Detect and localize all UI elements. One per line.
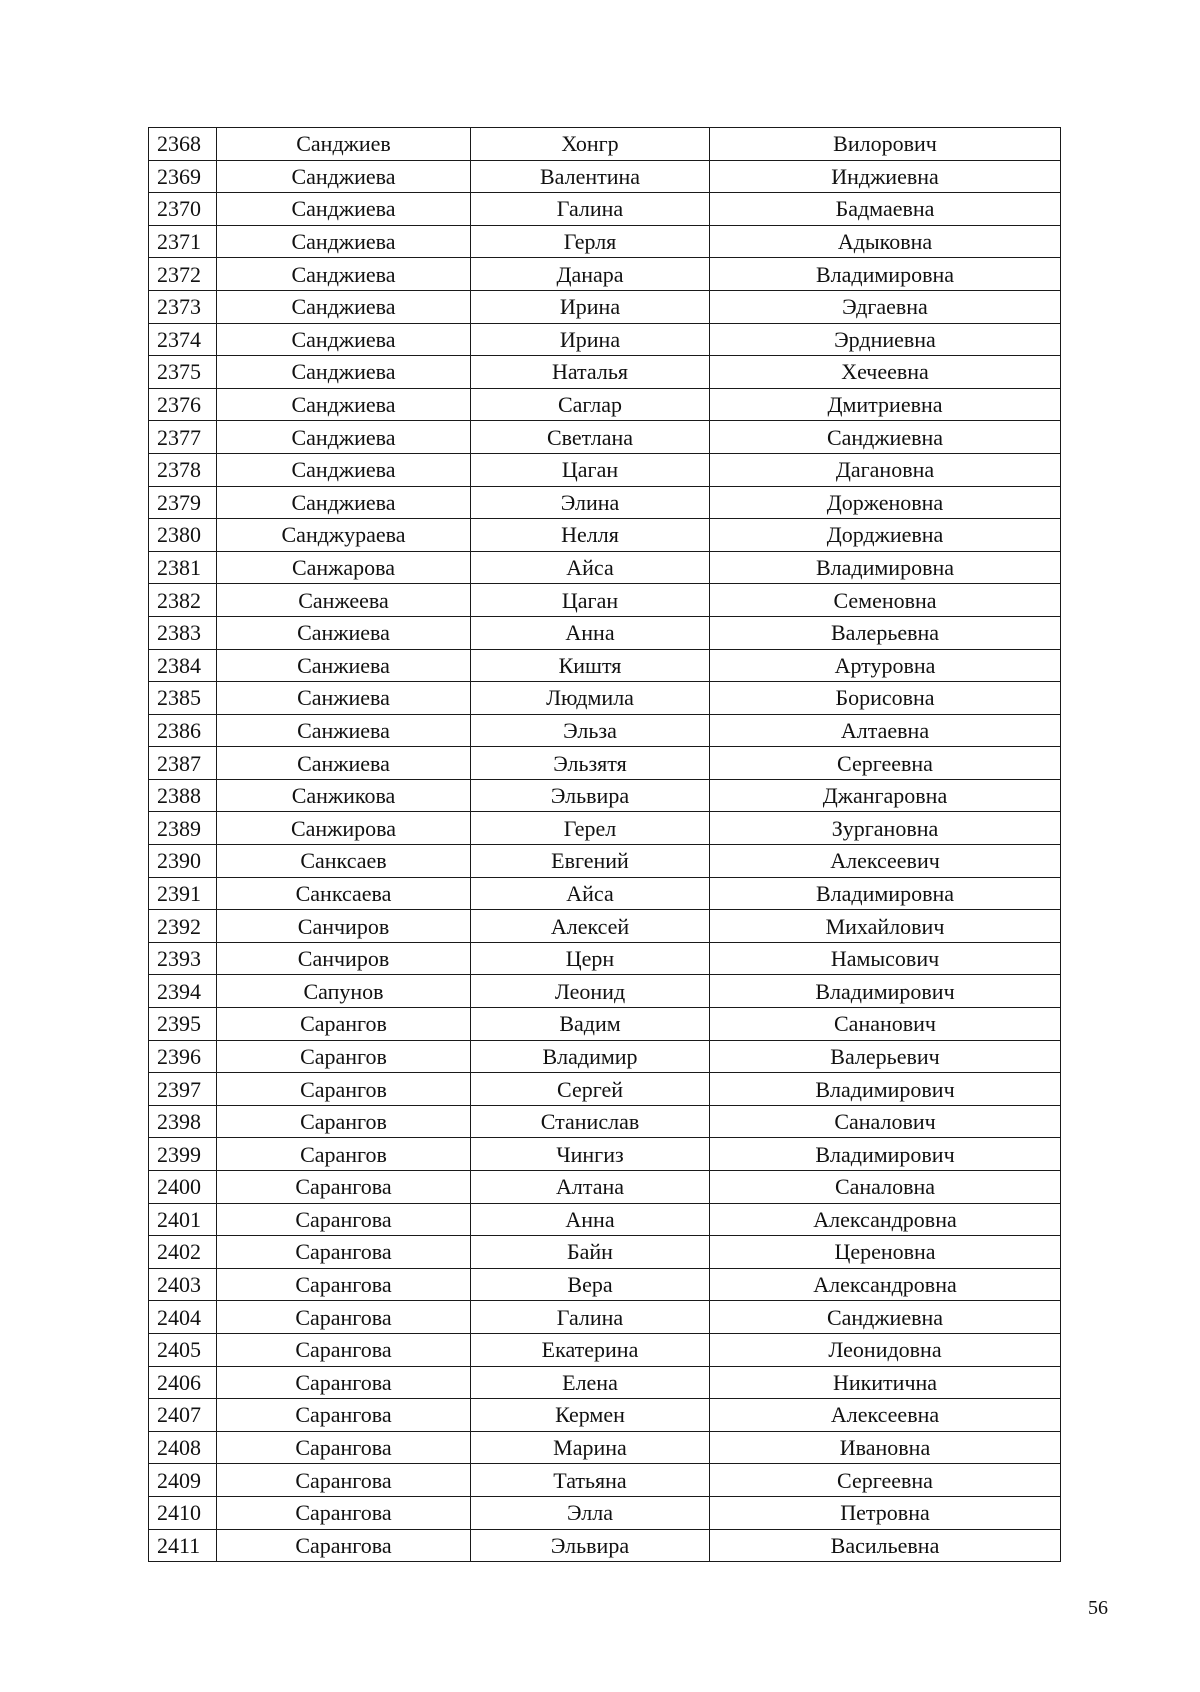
first-name-cell: Татьяна <box>471 1464 710 1497</box>
patronymic-cell: Владимировна <box>710 551 1061 584</box>
table-row <box>149 616 1061 649</box>
last-name-cell: Санжарова <box>217 551 471 584</box>
row-number-cell: 2371 <box>149 225 217 258</box>
first-name-cell: Эльвира <box>471 1529 710 1562</box>
patronymic-cell: Валерьевич <box>710 1040 1061 1073</box>
page-number: 56 <box>1088 1597 1108 1619</box>
first-name-cell: Галина <box>471 1301 710 1334</box>
patronymic-cell: Валерьевна <box>710 616 1061 649</box>
first-name-cell: Наталья <box>471 356 710 389</box>
patronymic-cell: Алексеевна <box>710 1399 1061 1432</box>
first-name-cell: Эльза <box>471 714 710 747</box>
first-name-cell: Церн <box>471 942 710 975</box>
row-number-cell: 2398 <box>149 1105 217 1138</box>
table-row <box>149 323 1061 356</box>
patronymic-cell: Дорджиевна <box>710 519 1061 552</box>
first-name-cell: Байн <box>471 1236 710 1269</box>
patronymic-cell: Намысович <box>710 942 1061 975</box>
last-name-cell: Сарангова <box>217 1171 471 1204</box>
row-number-cell: 2404 <box>149 1301 217 1334</box>
first-name-cell: Эльвира <box>471 779 710 812</box>
names-table-body <box>149 128 1061 1562</box>
table-row <box>149 845 1061 878</box>
first-name-cell: Леонид <box>471 975 710 1008</box>
row-number-cell: 2403 <box>149 1268 217 1301</box>
table-row <box>149 1333 1061 1366</box>
last-name-cell: Санджиева <box>217 356 471 389</box>
row-number-cell: 2394 <box>149 975 217 1008</box>
row-number-cell: 2370 <box>149 193 217 226</box>
table-row <box>149 388 1061 421</box>
first-name-cell: Галина <box>471 193 710 226</box>
first-name-cell: Эльзятя <box>471 747 710 780</box>
last-name-cell: Санжиева <box>217 714 471 747</box>
row-number-cell: 2400 <box>149 1171 217 1204</box>
patronymic-cell: Алтаевна <box>710 714 1061 747</box>
first-name-cell: Валентина <box>471 160 710 193</box>
patronymic-cell: Адыковна <box>710 225 1061 258</box>
patronymic-cell: Александровна <box>710 1268 1061 1301</box>
row-number-cell: 2374 <box>149 323 217 356</box>
table-row <box>149 290 1061 323</box>
table-row <box>149 812 1061 845</box>
patronymic-cell: Зургановна <box>710 812 1061 845</box>
patronymic-cell: Инджиевна <box>710 160 1061 193</box>
first-name-cell: Кермен <box>471 1399 710 1432</box>
row-number-cell: 2391 <box>149 877 217 910</box>
patronymic-cell: Дорженовна <box>710 486 1061 519</box>
patronymic-cell: Саналовна <box>710 1171 1061 1204</box>
table-row <box>149 1008 1061 1041</box>
names-table <box>148 127 1061 1562</box>
last-name-cell: Сарангова <box>217 1464 471 1497</box>
first-name-cell: Владимир <box>471 1040 710 1073</box>
last-name-cell: Сарангова <box>217 1529 471 1562</box>
last-name-cell: Сарангов <box>217 1073 471 1106</box>
first-name-cell: Светлана <box>471 421 710 454</box>
patronymic-cell: Ивановна <box>710 1431 1061 1464</box>
row-number-cell: 2386 <box>149 714 217 747</box>
row-number-cell: 2411 <box>149 1529 217 1562</box>
first-name-cell: Екатерина <box>471 1333 710 1366</box>
row-number-cell: 2378 <box>149 453 217 486</box>
table-row <box>149 258 1061 291</box>
table-row <box>149 1301 1061 1334</box>
table-row <box>149 1431 1061 1464</box>
last-name-cell: Санжиева <box>217 649 471 682</box>
row-number-cell: 2389 <box>149 812 217 845</box>
table-row <box>149 1366 1061 1399</box>
patronymic-cell: Эрдниевна <box>710 323 1061 356</box>
last-name-cell: Сарангов <box>217 1105 471 1138</box>
last-name-cell: Санджиева <box>217 193 471 226</box>
row-number-cell: 2407 <box>149 1399 217 1432</box>
row-number-cell: 2380 <box>149 519 217 552</box>
table-row <box>149 779 1061 812</box>
patronymic-cell: Хечеевна <box>710 356 1061 389</box>
patronymic-cell: Васильевна <box>710 1529 1061 1562</box>
row-number-cell: 2399 <box>149 1138 217 1171</box>
last-name-cell: Санжиева <box>217 616 471 649</box>
table-row <box>149 1203 1061 1236</box>
table-row <box>149 649 1061 682</box>
last-name-cell: Санджиева <box>217 225 471 258</box>
row-number-cell: 2408 <box>149 1431 217 1464</box>
first-name-cell: Ирина <box>471 290 710 323</box>
first-name-cell: Евгений <box>471 845 710 878</box>
last-name-cell: Санджиева <box>217 323 471 356</box>
patronymic-cell: Санджиевна <box>710 421 1061 454</box>
table-row <box>149 193 1061 226</box>
first-name-cell: Айса <box>471 877 710 910</box>
table-row <box>149 1171 1061 1204</box>
patronymic-cell: Цереновна <box>710 1236 1061 1269</box>
first-name-cell: Цаган <box>471 453 710 486</box>
first-name-cell: Анна <box>471 1203 710 1236</box>
last-name-cell: Санжеева <box>217 584 471 617</box>
patronymic-cell: Алексеевич <box>710 845 1061 878</box>
table-row <box>149 584 1061 617</box>
last-name-cell: Сарангова <box>217 1431 471 1464</box>
row-number-cell: 2393 <box>149 942 217 975</box>
first-name-cell: Нелля <box>471 519 710 552</box>
last-name-cell: Санчиров <box>217 910 471 943</box>
row-number-cell: 2409 <box>149 1464 217 1497</box>
row-number-cell: 2372 <box>149 258 217 291</box>
patronymic-cell: Леонидовна <box>710 1333 1061 1366</box>
first-name-cell: Киштя <box>471 649 710 682</box>
first-name-cell: Станислав <box>471 1105 710 1138</box>
first-name-cell: Анна <box>471 616 710 649</box>
last-name-cell: Санджиева <box>217 258 471 291</box>
row-number-cell: 2379 <box>149 486 217 519</box>
table-row <box>149 1529 1061 1562</box>
first-name-cell: Алексей <box>471 910 710 943</box>
first-name-cell: Данара <box>471 258 710 291</box>
last-name-cell: Санжиева <box>217 682 471 715</box>
patronymic-cell: Сананович <box>710 1008 1061 1041</box>
table-row <box>149 551 1061 584</box>
last-name-cell: Сарангов <box>217 1008 471 1041</box>
table-row <box>149 356 1061 389</box>
row-number-cell: 2383 <box>149 616 217 649</box>
row-number-cell: 2396 <box>149 1040 217 1073</box>
patronymic-cell: Александровна <box>710 1203 1061 1236</box>
patronymic-cell: Владимирович <box>710 1138 1061 1171</box>
last-name-cell: Сарангова <box>217 1236 471 1269</box>
row-number-cell: 2392 <box>149 910 217 943</box>
table-row <box>149 128 1061 161</box>
patronymic-cell: Борисовна <box>710 682 1061 715</box>
patronymic-cell: Бадмаевна <box>710 193 1061 226</box>
patronymic-cell: Сергеевна <box>710 747 1061 780</box>
last-name-cell: Сарангова <box>217 1203 471 1236</box>
last-name-cell: Санксаев <box>217 845 471 878</box>
table-row <box>149 877 1061 910</box>
patronymic-cell: Дагановна <box>710 453 1061 486</box>
first-name-cell: Саглар <box>471 388 710 421</box>
last-name-cell: Сарангова <box>217 1496 471 1529</box>
first-name-cell: Людмила <box>471 682 710 715</box>
last-name-cell: Санжикова <box>217 779 471 812</box>
first-name-cell: Элла <box>471 1496 710 1529</box>
first-name-cell: Ирина <box>471 323 710 356</box>
table-row <box>149 714 1061 747</box>
last-name-cell: Санджиева <box>217 290 471 323</box>
row-number-cell: 2406 <box>149 1366 217 1399</box>
table-row <box>149 682 1061 715</box>
patronymic-cell: Джангаровна <box>710 779 1061 812</box>
last-name-cell: Санджиева <box>217 486 471 519</box>
table-row <box>149 1138 1061 1171</box>
first-name-cell: Герел <box>471 812 710 845</box>
patronymic-cell: Михайлович <box>710 910 1061 943</box>
last-name-cell: Санжирова <box>217 812 471 845</box>
row-number-cell: 2375 <box>149 356 217 389</box>
table-row <box>149 1236 1061 1269</box>
table-row <box>149 975 1061 1008</box>
last-name-cell: Санджиева <box>217 453 471 486</box>
table-row <box>149 225 1061 258</box>
first-name-cell: Алтана <box>471 1171 710 1204</box>
first-name-cell: Марина <box>471 1431 710 1464</box>
table-row <box>149 1496 1061 1529</box>
row-number-cell: 2402 <box>149 1236 217 1269</box>
first-name-cell: Герля <box>471 225 710 258</box>
first-name-cell: Вера <box>471 1268 710 1301</box>
last-name-cell: Сарангова <box>217 1333 471 1366</box>
first-name-cell: Айса <box>471 551 710 584</box>
patronymic-cell: Артуровна <box>710 649 1061 682</box>
first-name-cell: Чингиз <box>471 1138 710 1171</box>
first-name-cell: Вадим <box>471 1008 710 1041</box>
last-name-cell: Сарангова <box>217 1399 471 1432</box>
row-number-cell: 2405 <box>149 1333 217 1366</box>
table-row <box>149 1073 1061 1106</box>
table-row <box>149 486 1061 519</box>
row-number-cell: 2384 <box>149 649 217 682</box>
first-name-cell: Цаган <box>471 584 710 617</box>
table-row <box>149 453 1061 486</box>
last-name-cell: Санджиева <box>217 388 471 421</box>
first-name-cell: Хонгр <box>471 128 710 161</box>
last-name-cell: Санджиев <box>217 128 471 161</box>
table-row <box>149 747 1061 780</box>
row-number-cell: 2369 <box>149 160 217 193</box>
row-number-cell: 2401 <box>149 1203 217 1236</box>
last-name-cell: Санджиева <box>217 421 471 454</box>
table-row <box>149 1399 1061 1432</box>
last-name-cell: Сарангов <box>217 1138 471 1171</box>
row-number-cell: 2377 <box>149 421 217 454</box>
row-number-cell: 2376 <box>149 388 217 421</box>
last-name-cell: Санжиева <box>217 747 471 780</box>
last-name-cell: Сарангова <box>217 1301 471 1334</box>
table-row <box>149 942 1061 975</box>
patronymic-cell: Владимирович <box>710 1073 1061 1106</box>
last-name-cell: Санджураева <box>217 519 471 552</box>
last-name-cell: Санксаева <box>217 877 471 910</box>
row-number-cell: 2397 <box>149 1073 217 1106</box>
last-name-cell: Сарангов <box>217 1040 471 1073</box>
last-name-cell: Санчиров <box>217 942 471 975</box>
first-name-cell: Сергей <box>471 1073 710 1106</box>
patronymic-cell: Владимировна <box>710 258 1061 291</box>
row-number-cell: 2382 <box>149 584 217 617</box>
first-name-cell: Елена <box>471 1366 710 1399</box>
row-number-cell: 2373 <box>149 290 217 323</box>
patronymic-cell: Владимировна <box>710 877 1061 910</box>
row-number-cell: 2387 <box>149 747 217 780</box>
row-number-cell: 2385 <box>149 682 217 715</box>
patronymic-cell: Санджиевна <box>710 1301 1061 1334</box>
last-name-cell: Сарангова <box>217 1268 471 1301</box>
patronymic-cell: Сергеевна <box>710 1464 1061 1497</box>
table-row <box>149 1105 1061 1138</box>
row-number-cell: 2388 <box>149 779 217 812</box>
patronymic-cell: Петровна <box>710 1496 1061 1529</box>
patronymic-cell: Семеновна <box>710 584 1061 617</box>
patronymic-cell: Никитична <box>710 1366 1061 1399</box>
table-row <box>149 1268 1061 1301</box>
patronymic-cell: Саналович <box>710 1105 1061 1138</box>
table-row <box>149 160 1061 193</box>
row-number-cell: 2381 <box>149 551 217 584</box>
patronymic-cell: Владимирович <box>710 975 1061 1008</box>
table-row <box>149 421 1061 454</box>
table-row <box>149 519 1061 552</box>
table-row <box>149 1040 1061 1073</box>
patronymic-cell: Дмитриевна <box>710 388 1061 421</box>
patronymic-cell: Вилорович <box>710 128 1061 161</box>
last-name-cell: Сапунов <box>217 975 471 1008</box>
row-number-cell: 2410 <box>149 1496 217 1529</box>
table-row <box>149 910 1061 943</box>
patronymic-cell: Эдгаевна <box>710 290 1061 323</box>
last-name-cell: Санджиева <box>217 160 471 193</box>
row-number-cell: 2368 <box>149 128 217 161</box>
row-number-cell: 2395 <box>149 1008 217 1041</box>
row-number-cell: 2390 <box>149 845 217 878</box>
last-name-cell: Сарангова <box>217 1366 471 1399</box>
table-row <box>149 1464 1061 1497</box>
first-name-cell: Элина <box>471 486 710 519</box>
